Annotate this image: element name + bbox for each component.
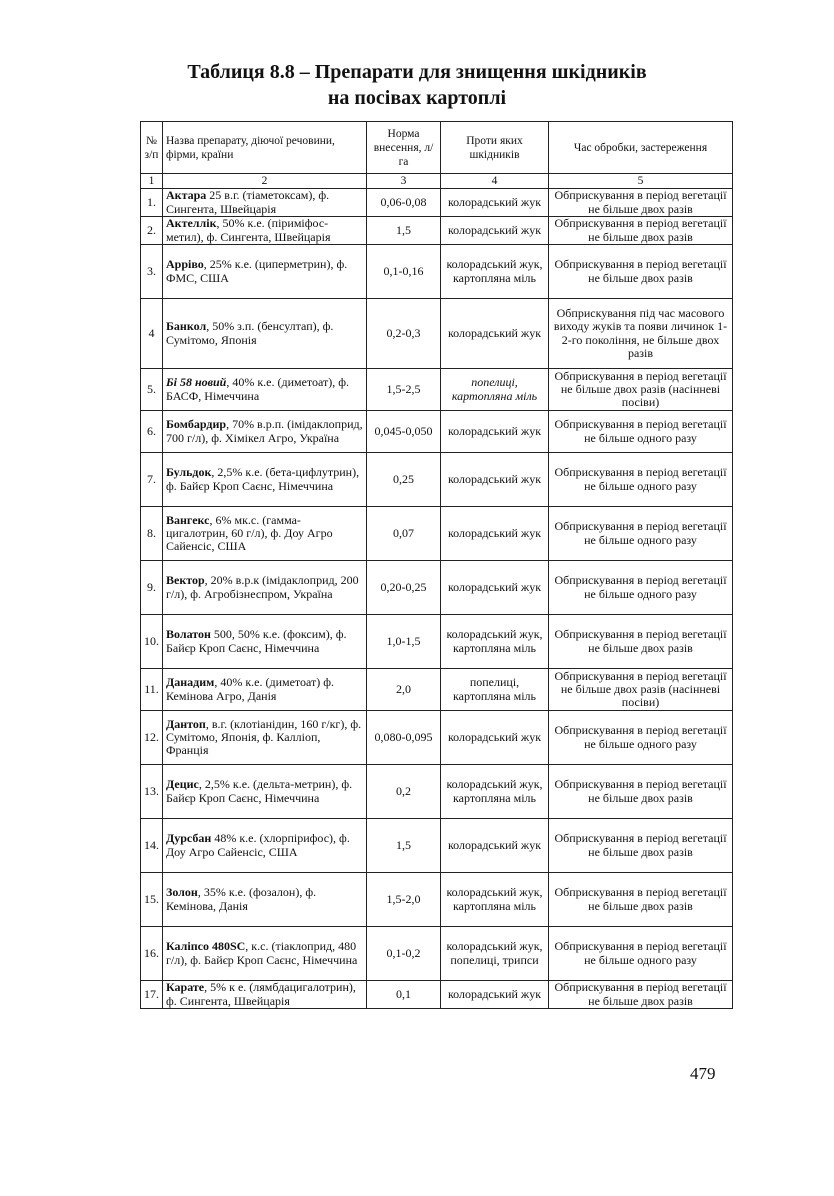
preparation-name <box>163 299 367 369</box>
treatment-time: Обприскування в період вегетації не більше двох разів <box>549 615 733 669</box>
table-row <box>141 245 733 299</box>
page-number: 479 <box>690 1064 716 1083</box>
preparation-name <box>163 453 367 507</box>
row-number: 15. <box>141 873 163 927</box>
application-rate: 1,5 <box>367 217 441 245</box>
col-number-5: 5 <box>549 174 733 189</box>
treatment-time: Обприскування під час масового виходу жуків та появи личинок 1-2-го покоління, не більше двох разів <box>549 299 733 369</box>
preparation-details: , к.с. (тіаклоприд, 480 г/л), ф. Байєр Кроп Саєнс, Німеччина <box>166 939 358 967</box>
target-pests: попелиці, картопляна міль <box>441 369 549 411</box>
preparation-name <box>163 561 367 615</box>
preparation-brand: Золон <box>166 885 198 900</box>
table-row <box>141 927 733 981</box>
row-number: 3. <box>141 245 163 299</box>
application-rate: 0,25 <box>367 453 441 507</box>
table-row <box>141 411 733 453</box>
application-rate: 1,5-2,0 <box>367 873 441 927</box>
preparation-details: 25 в.г. (тіаметоксам), ф. Сингента, Швейцарія <box>166 188 330 216</box>
preparation-name <box>163 369 367 411</box>
application-rate: 1,5 <box>367 819 441 873</box>
preparation-name <box>163 819 367 873</box>
application-rate: 0,2-0,3 <box>367 299 441 369</box>
preparation-brand: Карате <box>166 980 205 995</box>
pesticides-table <box>140 121 733 1009</box>
preparation-brand: Актеллік <box>166 216 217 231</box>
row-number: 4 <box>141 299 163 369</box>
table-title-line2: на посівах картоплі <box>327 87 507 109</box>
preparation-name <box>163 411 367 453</box>
application-rate: 0,1-0,2 <box>367 927 441 981</box>
preparation-details: , 40% к.е. (диметоат) ф. Кемінова Агро, Данія <box>166 675 335 703</box>
target-pests: колорадський жук, картопляна міль <box>441 873 549 927</box>
preparation-name <box>163 765 367 819</box>
target-pests: колорадський жук, картопляна міль <box>441 245 549 299</box>
preparation-name <box>163 615 367 669</box>
table-row <box>141 765 733 819</box>
row-number: 11. <box>141 669 163 711</box>
preparation-brand: Вангекс <box>166 512 210 527</box>
preparation-name <box>163 245 367 299</box>
preparation-details: 48% к.е. (хлорпірифос), ф. Доу Агро Сайенсіс, США <box>166 831 350 859</box>
row-number: 5. <box>141 369 163 411</box>
preparation-details: , 2,5% к.е. (бета-цифлутрин), ф. Байєр Кроп Саєнс, Німеччина <box>166 465 360 493</box>
preparation-details: , 40% к.е. (диметоат), ф. БАСФ, Німеччина <box>166 375 350 403</box>
table-row <box>141 615 733 669</box>
target-pests: колорадський жук <box>441 299 549 369</box>
header-pests: Проти яких шкідників <box>441 122 549 174</box>
preparation-brand: Арріво <box>166 257 204 272</box>
treatment-time: Обприскування в період вегетації не більше двох разів <box>549 981 733 1009</box>
treatment-time: Обприскування в період вегетації не більше двох разів <box>549 819 733 873</box>
preparation-name <box>163 711 367 765</box>
table-row <box>141 299 733 369</box>
header-no: № з/п <box>141 122 163 174</box>
col-number-4: 4 <box>441 174 549 189</box>
target-pests: колорадський жук, картопляна міль <box>441 765 549 819</box>
header-time: Час обробки, застереження <box>549 122 733 174</box>
preparation-brand: Вектор <box>166 573 205 588</box>
row-number: 1. <box>141 189 163 217</box>
target-pests: колорадський жук, картопляна міль <box>441 615 549 669</box>
treatment-time: Обприскування в період вегетації не більше двох разів <box>549 765 733 819</box>
preparation-name <box>163 873 367 927</box>
row-number: 2. <box>141 217 163 245</box>
treatment-time: Обприскування в період вегетації не більше двох разів (насінневі посіви) <box>549 369 733 411</box>
preparation-brand: Бомбардир <box>166 417 227 432</box>
preparation-name <box>163 217 367 245</box>
treatment-time: Обприскування в період вегетації не більше одного разу <box>549 927 733 981</box>
preparation-brand: Дантоп <box>166 716 206 731</box>
target-pests: колорадський жук <box>441 711 549 765</box>
application-rate: 1,5-2,5 <box>367 369 441 411</box>
row-number: 10. <box>141 615 163 669</box>
treatment-time: Обприскування в період вегетації не більше двох разів <box>549 217 733 245</box>
target-pests: колорадський жук <box>441 453 549 507</box>
preparation-details: , 25% к.е. (циперметрин), ф. ФМС, США <box>166 257 348 285</box>
header-rate: Норма внесення, л/га <box>367 122 441 174</box>
row-number: 13. <box>141 765 163 819</box>
preparation-name <box>163 927 367 981</box>
target-pests: колорадський жук <box>441 189 549 217</box>
row-number: 6. <box>141 411 163 453</box>
application-rate: 0,06-0,08 <box>367 189 441 217</box>
preparation-name <box>163 507 367 561</box>
table-row <box>141 561 733 615</box>
table-row <box>141 453 733 507</box>
preparation-details: , 6% мк.с. (гамма-цигалотрин, 60 г/л), ф. Доу Агро Сайенсіс, США <box>166 512 333 554</box>
col-number-2: 2 <box>163 174 367 189</box>
preparation-details: , в.г. (клотіанідин, 160 г/кг), ф. Сумітомо, Японія, ф. Калліоп, Франція <box>166 716 362 758</box>
table-row <box>141 507 733 561</box>
treatment-time: Обприскування в період вегетації не більше одного разу <box>549 711 733 765</box>
application-rate: 0,20-0,25 <box>367 561 441 615</box>
preparation-brand: Децис <box>166 777 199 792</box>
treatment-time: Обприскування в період вегетації не більше одного разу <box>549 507 733 561</box>
preparation-details: , 5% к е. (лямбдацигалотрин), ф. Сингента, Швейцарія <box>166 980 356 1008</box>
application-rate: 2,0 <box>367 669 441 711</box>
table-row <box>141 873 733 927</box>
target-pests: колорадський жук <box>441 217 549 245</box>
row-number: 9. <box>141 561 163 615</box>
treatment-time: Обприскування в період вегетації не більше двох разів <box>549 245 733 299</box>
row-number: 14. <box>141 819 163 873</box>
preparation-name <box>163 981 367 1009</box>
target-pests: колорадський жук <box>441 819 549 873</box>
target-pests: колорадський жук <box>441 561 549 615</box>
treatment-time: Обприскування в період вегетації не більше одного разу <box>549 561 733 615</box>
application-rate: 0,080-0,095 <box>367 711 441 765</box>
application-rate: 0,1 <box>367 981 441 1009</box>
treatment-time: Обприскування в період вегетації не більше двох разів (насінневі посіви) <box>549 669 733 711</box>
preparation-details: , 35% к.е. (фозалон), ф. Кемінова, Данія <box>166 885 317 913</box>
table-body <box>141 189 733 1009</box>
treatment-time: Обприскування в період вегетації не більше двох разів <box>549 189 733 217</box>
application-rate: 0,1-0,16 <box>367 245 441 299</box>
treatment-time: Обприскування в період вегетації не більше одного разу <box>549 411 733 453</box>
application-rate: 0,2 <box>367 765 441 819</box>
target-pests: колорадський жук <box>441 981 549 1009</box>
table-row <box>141 189 733 217</box>
target-pests: попелиці, картопляна міль <box>441 669 549 711</box>
preparation-brand: Данадим <box>166 675 215 690</box>
header-name: Назва препарату, діючої речовини, фірми, країни <box>163 122 367 174</box>
table-row <box>141 711 733 765</box>
preparation-brand: Актара <box>166 188 207 203</box>
preparation-details: , 50% к.е. (піриміфос-метил), ф. Сингента, Швейцарія <box>166 216 331 244</box>
preparation-brand: Банкол <box>166 319 207 334</box>
preparation-brand: Бульдок <box>166 465 212 480</box>
preparation-name <box>163 189 367 217</box>
preparation-details: , 50% з.п. (бенсултап), ф. Сумітомо, Японія <box>166 319 334 347</box>
col-number-3: 3 <box>367 174 441 189</box>
application-rate: 1,0-1,5 <box>367 615 441 669</box>
application-rate: 0,045-0,050 <box>367 411 441 453</box>
preparation-brand: Каліпсо 480SC <box>166 939 246 954</box>
target-pests: колорадський жук <box>441 411 549 453</box>
table-row <box>141 217 733 245</box>
treatment-time: Обприскування в період вегетації не більше одного разу <box>549 453 733 507</box>
application-rate: 0,07 <box>367 507 441 561</box>
table-row <box>141 369 733 411</box>
row-number: 12. <box>141 711 163 765</box>
preparation-details: , 70% в.р.п. (імідаклоприд, 700 г/л), ф. Хімікел Агро, Україна <box>166 417 363 445</box>
target-pests: колорадський жук <box>441 507 549 561</box>
row-number: 17. <box>141 981 163 1009</box>
preparation-brand: Бі 58 новий <box>166 375 227 390</box>
row-number: 16. <box>141 927 163 981</box>
treatment-time: Обприскування в період вегетації не більше двох разів <box>549 873 733 927</box>
row-number: 8. <box>141 507 163 561</box>
table-row <box>141 669 733 711</box>
table-row <box>141 981 733 1009</box>
preparation-details: , 2,5% к.е. (дельта-метрин), ф. Байєр Кроп Саєнс, Німеччина <box>166 777 353 805</box>
preparation-brand: Волатон <box>166 627 211 642</box>
row-number: 7. <box>141 453 163 507</box>
preparation-brand: Дурсбан <box>166 831 212 846</box>
preparation-name <box>163 669 367 711</box>
target-pests: колорадський жук, попелиці, трипси <box>441 927 549 981</box>
table-title: Таблиця 8.8 – Препарати для знищення шкідників <box>187 61 647 83</box>
preparation-details: 500, 50% к.е. (фоксим), ф. Байєр Кроп Саєнс, Німеччина <box>166 627 347 655</box>
table-row <box>141 819 733 873</box>
col-number-1: 1 <box>141 174 163 189</box>
preparation-details: , 20% в.р.к (імідаклоприд, 200 г/л), ф. Агробізнеспром, Україна <box>166 573 359 601</box>
